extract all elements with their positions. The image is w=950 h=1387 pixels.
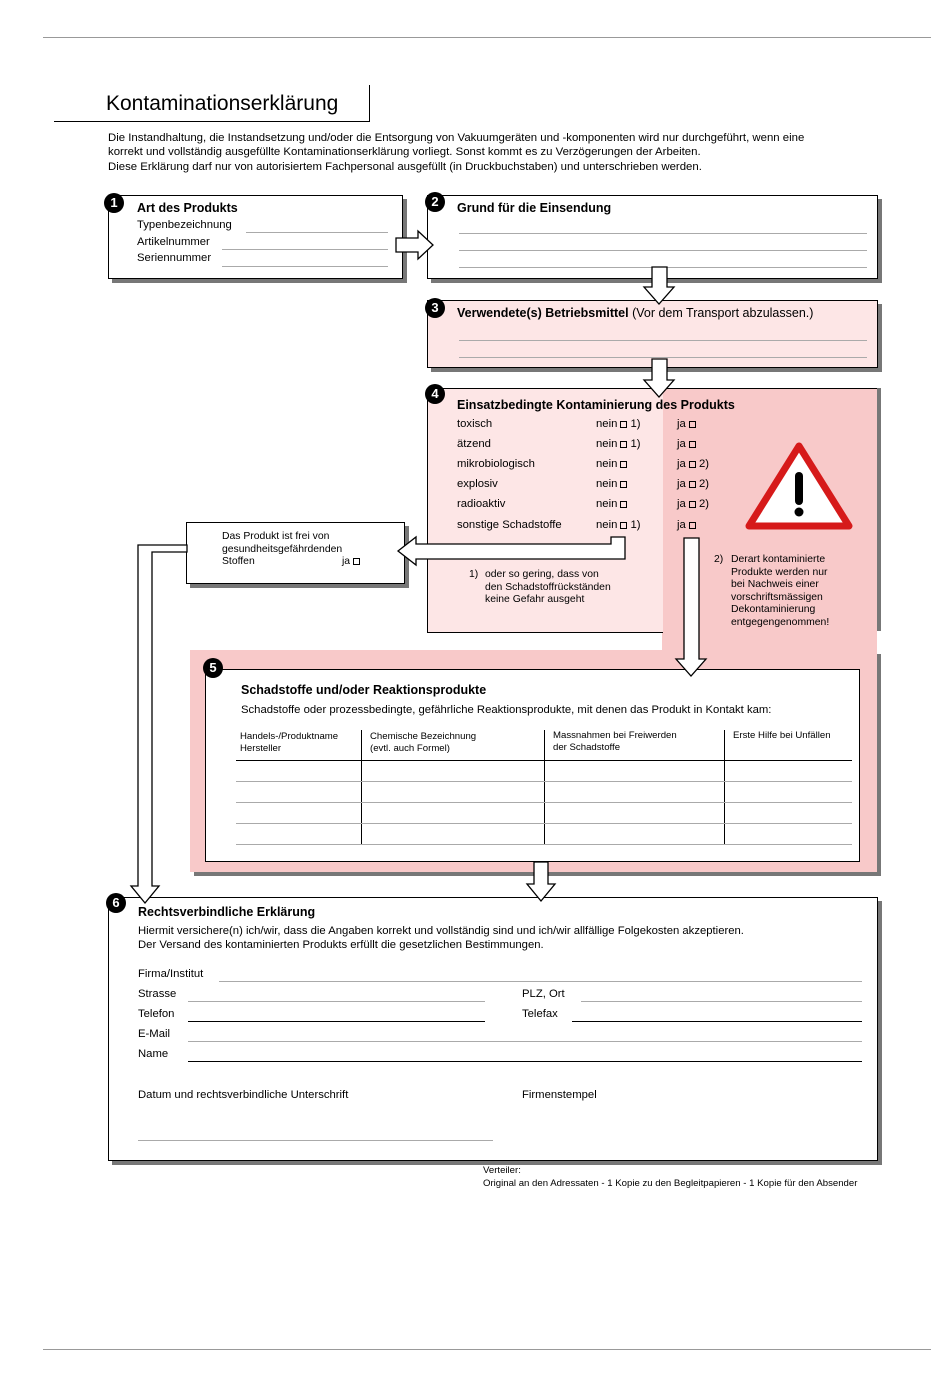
ja-label: ja: [677, 498, 686, 510]
telefon-label: Telefon: [138, 1008, 175, 1020]
section5-number: 5: [203, 658, 223, 678]
section3-heading: Verwendete(s) Betriebsmittel: [457, 306, 629, 320]
col-text: der Schadstoffe: [553, 742, 621, 753]
contam-label: toxisch: [457, 418, 493, 430]
arrow-down-icon: [676, 538, 706, 676]
section4-heading: Einsatzbedingte Kontaminierung des Produkts: [457, 398, 735, 412]
arrow-down-icon: [644, 267, 674, 304]
field-label: Artikelnummer: [137, 236, 210, 248]
field-label: Seriennummer: [137, 252, 212, 264]
contam-label: mikrobiologisch: [457, 458, 535, 470]
footnote-line: oder so gering, dass von: [485, 569, 599, 580]
intro-line: Diese Erklärung darf nur von autorisiertem Fachpersonal ausgefüllt (in Druckbuchstaben) und unterschrieben werden.: [108, 160, 702, 173]
ja-label: ja: [677, 519, 686, 531]
email-label: E-Mail: [138, 1028, 171, 1040]
note: 1): [630, 418, 641, 430]
nein-label: nein: [596, 438, 618, 450]
intro-line: Die Instandhaltung, die Instandsetzung und/oder die Entsorgung von Vakuumgeräten und -komponenten wird nur durchgeführt, wenn eine: [108, 132, 805, 144]
section1-heading: Art des Produkts: [137, 201, 238, 215]
arrow-right-icon: [396, 231, 433, 259]
section2-number: 2: [425, 192, 445, 212]
footnote-line: Derart kontaminierte: [731, 554, 826, 565]
contam-label: ätzend: [457, 438, 491, 450]
footnote-line: Produkte werden nur: [731, 566, 828, 578]
section1-number: 1: [104, 193, 124, 213]
stempel-label: Firmenstempel: [522, 1089, 597, 1101]
footnote-line: vorschriftsmässigen: [731, 591, 823, 603]
col-text: (evtl. auch Formel): [370, 743, 450, 754]
strasse-label: Strasse: [138, 988, 177, 1000]
ja-label: ja: [677, 418, 686, 430]
arrow-down-icon: [644, 359, 674, 397]
ja-label: ja: [342, 556, 351, 567]
nein-label: nein: [596, 418, 618, 430]
contam-label: radioaktiv: [457, 498, 506, 510]
ja-label: ja: [677, 438, 686, 450]
note: 2): [698, 458, 709, 470]
footnote2-number: 2): [714, 554, 724, 565]
nein-label: nein: [596, 458, 618, 470]
nein-label: nein: [596, 498, 618, 510]
firma-label: Firma/Institut: [138, 968, 204, 980]
arrow-down-icon: [131, 545, 187, 903]
footnote-line: den Schadstoffrückständen: [485, 581, 611, 593]
verteiler-text: Original an den Adressaten - 1 Kopie zu den Begleitpapieren - 1 Kopie für den Absender: [483, 1178, 858, 1189]
footnote1-number: 1): [469, 569, 479, 580]
nein-label: nein: [596, 478, 618, 490]
section3-note: (Vor dem Transport abzulassen.): [632, 306, 814, 320]
col-text: Handels-/Produktname: [240, 731, 339, 742]
section2-heading: Grund für die Einsendung: [457, 201, 612, 215]
footnote-line: entgegengenommen!: [731, 616, 830, 628]
ja-label: ja: [677, 478, 686, 490]
section5-sub: Schadstoffe oder prozessbedingte, gefährliche Reaktionsprodukte, mit denen das Produkt in Kontakt kam:: [241, 704, 772, 716]
note: 2): [698, 478, 709, 490]
section5-heading: Schadstoffe und/oder Reaktionsprodukte: [241, 683, 487, 697]
section3-number: 3: [425, 298, 445, 318]
page-title: Kontaminationserklärung: [106, 92, 339, 115]
arrow-down-icon: [527, 862, 555, 901]
free-last: Stoffen: [222, 556, 255, 567]
intro-line: korrekt und vollständig ausgefüllte Kontaminationserklärung vorliegt. Sonst kommt es zu Verzögerungen der Arbeiten.: [108, 146, 701, 159]
col-text: Massnahmen bei Freiwerden: [553, 730, 677, 741]
section4-number: 4: [425, 384, 445, 404]
footnote-line: Dekontaminierung: [731, 604, 816, 615]
plz-label: PLZ, Ort: [522, 988, 565, 1000]
section6-number: 6: [106, 893, 126, 913]
ja-label: ja: [677, 458, 686, 470]
footnote-line: bei Nachweis einer: [731, 579, 819, 590]
verteiler-label: Verteiler:: [483, 1165, 521, 1176]
col-text: Erste Hilfe bei Unfällen: [733, 730, 831, 741]
note: 2): [698, 498, 709, 510]
col-text: Chemische Bezeichnung: [370, 731, 477, 742]
arrow-left-icon: [398, 537, 625, 565]
name-label: Name: [138, 1048, 169, 1060]
section6-text1: Hiermit versichere(n) ich/wir, dass die Angaben korrekt und vollständig sind und ich/wir allfällige Folgekosten akzeptieren.: [138, 925, 744, 937]
datum-label: Datum und rechtsverbindliche Unterschrift: [138, 1089, 349, 1101]
col-text: Hersteller: [240, 743, 282, 754]
note: 1): [630, 438, 641, 450]
nein-label: nein: [596, 519, 618, 531]
field-label: Typenbezeichnung: [137, 219, 232, 231]
section6-heading: Rechtsverbindliche Erklärung: [138, 905, 316, 919]
telefax-label: Telefax: [522, 1008, 558, 1020]
note: 1): [630, 519, 641, 531]
contam-label: explosiv: [457, 478, 498, 490]
free-line: Das Produkt ist frei von: [222, 531, 330, 542]
section6-text2: Der Versand des kontaminierten Produkts erfüllt die gesetzlichen Bestimmungen.: [138, 939, 544, 951]
free-line: gesundheitsgefährdenden: [222, 543, 343, 555]
contam-label: sonstige Schadstoffe: [457, 519, 562, 531]
footnote-line: keine Gefahr ausgeht: [485, 594, 585, 605]
